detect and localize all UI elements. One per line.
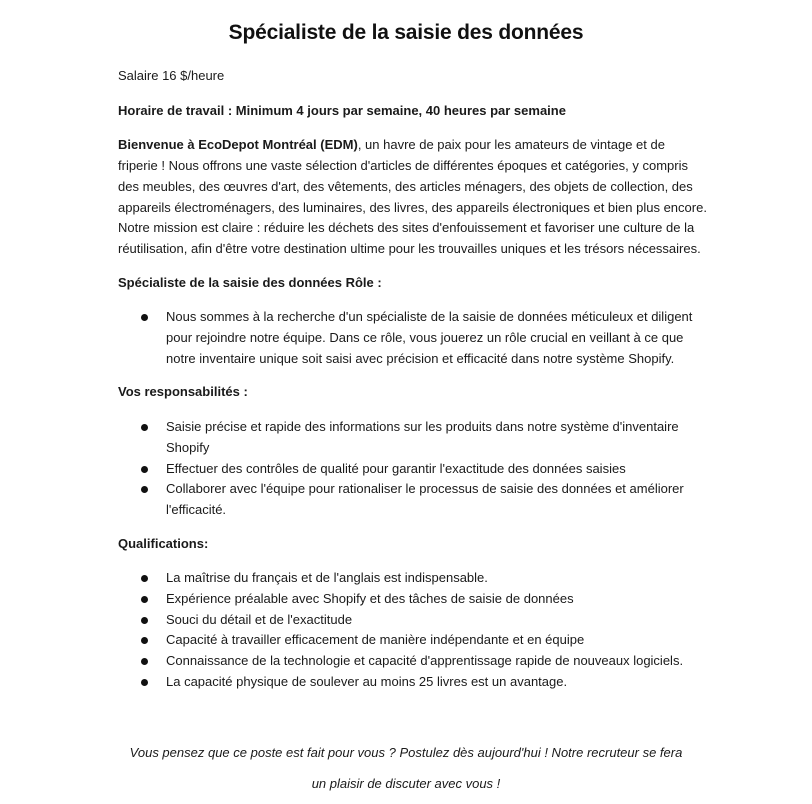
list-item [118, 630, 708, 651]
list-item [118, 610, 708, 631]
page-title: Spécialiste de la saisie des données [228, 21, 584, 44]
job-description [118, 66, 708, 706]
list-item-text: Souci du détail et de l'exactitude [166, 611, 353, 627]
list-item-text: Saisie précise et rapide des informations sur les produits dans notre système d'inventaire Shopify [166, 419, 679, 455]
responsibilities-heading: Vos responsabilités : [118, 384, 248, 400]
intro-paragraph [118, 135, 708, 259]
intro-text: , un havre de paix pour les amateurs de vintage et de friperie ! Nous offrons une vaste sélection d'articles de différentes époques et catégories, y compris des meubles, des œuvres d'art, des vêtements, des articles ménagers, des objets de collection, des appareils électroménagers, des luminaires, des livres, des appareils électroniques et bien plus encore. Notre mission est claire : réduire les déchets des sites d'enfouissement et favoriser une culture de la réutilisation, afin d'être votre destination ultime pour les trouvailles uniques et les trésors nécessaires. [118, 137, 707, 256]
list-item-text: Expérience préalable avec Shopify et des tâches de saisie de données [166, 591, 574, 607]
list-item [118, 417, 708, 458]
list-item [118, 479, 708, 520]
list-item [118, 459, 708, 480]
bullet-icon [141, 575, 148, 582]
bullet-icon [141, 679, 148, 686]
bullet-icon [141, 466, 148, 473]
closing-message [0, 737, 812, 799]
role-heading: Spécialiste de la saisie des données Rôle : [118, 274, 382, 290]
list-item [118, 568, 708, 589]
qualifications-list [118, 568, 708, 692]
bullet-icon [141, 637, 148, 644]
bullet-icon [141, 424, 148, 431]
responsibilities-list [118, 417, 708, 521]
company-name: Bienvenue à EcoDepot Montréal (EDM) [118, 137, 358, 153]
list-item-text: Effectuer des contrôles de qualité pour garantir l'exactitude des données saisies [166, 460, 626, 476]
list-item-text: Capacité à travailler efficacement de manière indépendante et en équipe [166, 632, 585, 648]
closing-line-1: Vous pensez que ce poste est fait pour vous ? Postulez dès aujourd'hui ! Notre recruteur se fera [129, 745, 683, 760]
list-item [118, 589, 708, 610]
bullet-icon [141, 486, 148, 493]
qualifications-heading: Qualifications: [118, 535, 209, 551]
bullet-icon [141, 617, 148, 624]
bullet-icon [141, 658, 148, 665]
list-item-text: Nous sommes à la recherche d'un spécialiste de la saisie de données méticuleux et diligent pour rejoindre notre équipe. Dans ce rôle, vous jouerez un rôle crucial en veillant à ce que notre inventaire unique soit saisi avec précision et efficacité dans notre système Shopify. [166, 309, 693, 366]
salary-line: Salaire 16 $/heure [118, 68, 225, 83]
list-item-text: Connaissance de la technologie et capacité d'apprentissage rapide de nouveaux logiciels. [166, 653, 684, 669]
bullet-icon [141, 596, 148, 603]
list-item-text: La capacité physique de soulever au moins 25 livres est un avantage. [166, 673, 568, 689]
bullet-icon [141, 314, 148, 321]
list-item [118, 307, 708, 369]
list-item [118, 672, 708, 693]
schedule-line: Horaire de travail : Minimum 4 jours par semaine, 40 heures par semaine [118, 102, 566, 118]
role-list [118, 307, 708, 369]
list-item-text: Collaborer avec l'équipe pour rationaliser le processus de saisie des données et améliorer l'efficacité. [166, 481, 684, 517]
list-item-text: La maîtrise du français et de l'anglais est indispensable. [166, 570, 488, 586]
closing-line-2: un plaisir de discuter avec vous ! [311, 776, 501, 791]
list-item [118, 651, 708, 672]
